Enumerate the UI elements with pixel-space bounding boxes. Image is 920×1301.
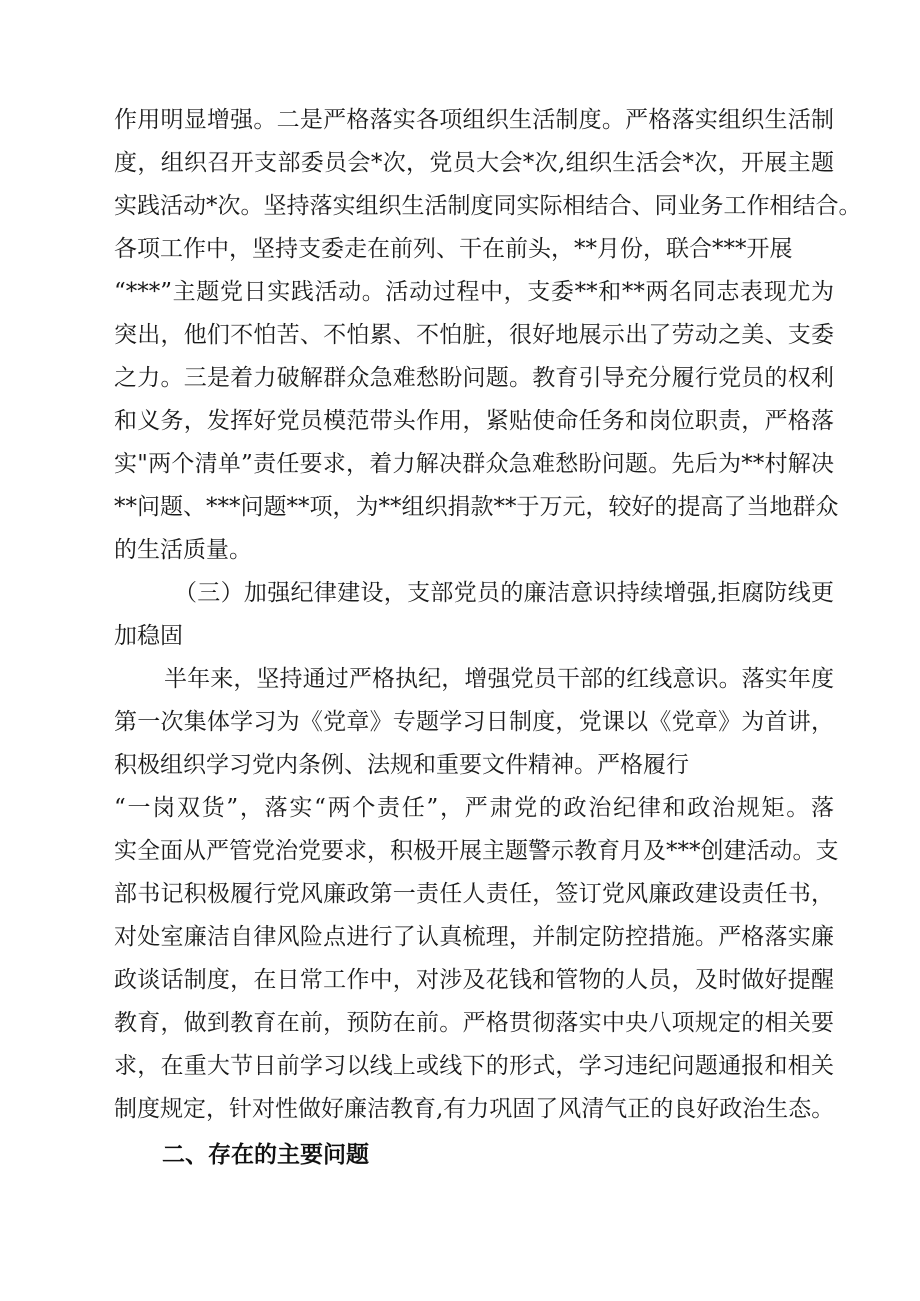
paragraph-line: 实践活动*次。坚持落实组织生活制度同实际相结合、同业务工作相结合。 <box>114 193 862 219</box>
paragraph-line: 部书记积极履行党风廉政第一责任人责任，签订党风廉政建设责任书， <box>114 881 834 907</box>
paragraph-line: 第一次集体学习为《党章》专题学习日制度，党课以《党章》为首讲， <box>114 709 834 735</box>
paragraph-line: 实"两个清单”责任要求，着力解决群众急难愁盼问题。先后为**村解决 <box>114 451 834 477</box>
section-title-line: （三）加强纪律建设，支部党员的廉洁意识持续增强,拒腐防线更 <box>174 580 834 606</box>
paragraph-line: 积极组织学习党内条例、法规和重要文件精神。严格履行 <box>114 752 689 778</box>
paragraph-line: “***”主题党日实践活动。活动过程中，支委**和**两名同志表现尤为 <box>114 279 834 305</box>
section-title-line: 加稳固 <box>114 623 183 649</box>
paragraph-line: 对处室廉洁自律风险点进行了认真梳理，并制定防控措施。严格落实廉 <box>114 924 834 950</box>
paragraph-line: **问题、***问题**项，为**组织捐款**于万元，较好的提高了当地群众 <box>114 494 839 520</box>
section-heading: 二、存在的主要问题 <box>162 1142 369 1168</box>
paragraph-line: “一岗双货”，落实“两个责任”，严肃党的政治纪律和政治规矩。落 <box>114 795 834 821</box>
paragraph-line: 和义务，发挥好党员模范带头作用，紧贴使命任务和岗位职责，严格落 <box>114 408 834 434</box>
paragraph-line: 度，组织召开支部委员会*次，党员大会*次,组织生活会*次，开展主题 <box>114 150 834 176</box>
paragraph-line: 作用明显增强。二是严格落实各项组织生活制度。严格落实组织生活制 <box>114 107 834 133</box>
paragraph-line: 之力。三是着力破解群众急难愁盼问题。教育引导充分履行党员的权利 <box>114 365 834 391</box>
paragraph-line: 的生活质量。 <box>114 537 252 563</box>
paragraph-line: 实全面从严管党治党要求，积极开展主题警示教育月及***创建活动。支 <box>114 838 839 864</box>
paragraph-line: 求，在重大节日前学习以线上或线下的形式，学习违纪问题通报和相关 <box>114 1053 834 1079</box>
paragraph-line: 半年来，坚持通过严格执纪，增强党员干部的红线意识。落实年度 <box>164 666 834 692</box>
paragraph-line: 政谈话制度，在日常工作中，对涉及花钱和管物的人员，及时做好提醒 <box>114 967 834 993</box>
paragraph-line: 突出，他们不怕苦、不怕累、不怕脏，很好地展示出了劳动之美、支委 <box>114 322 834 348</box>
paragraph-line: 教育，做到教育在前，预防在前。严格贯彻落实中央八项规定的相关要 <box>114 1010 834 1036</box>
paragraph-line: 制度规定，针对性做好廉洁教育,有力巩固了风清气正的良好政治生态。 <box>114 1096 835 1122</box>
paragraph-line: 各项工作中，坚持支委走在前列、干在前头，**月份，联合***开展 <box>114 236 793 262</box>
